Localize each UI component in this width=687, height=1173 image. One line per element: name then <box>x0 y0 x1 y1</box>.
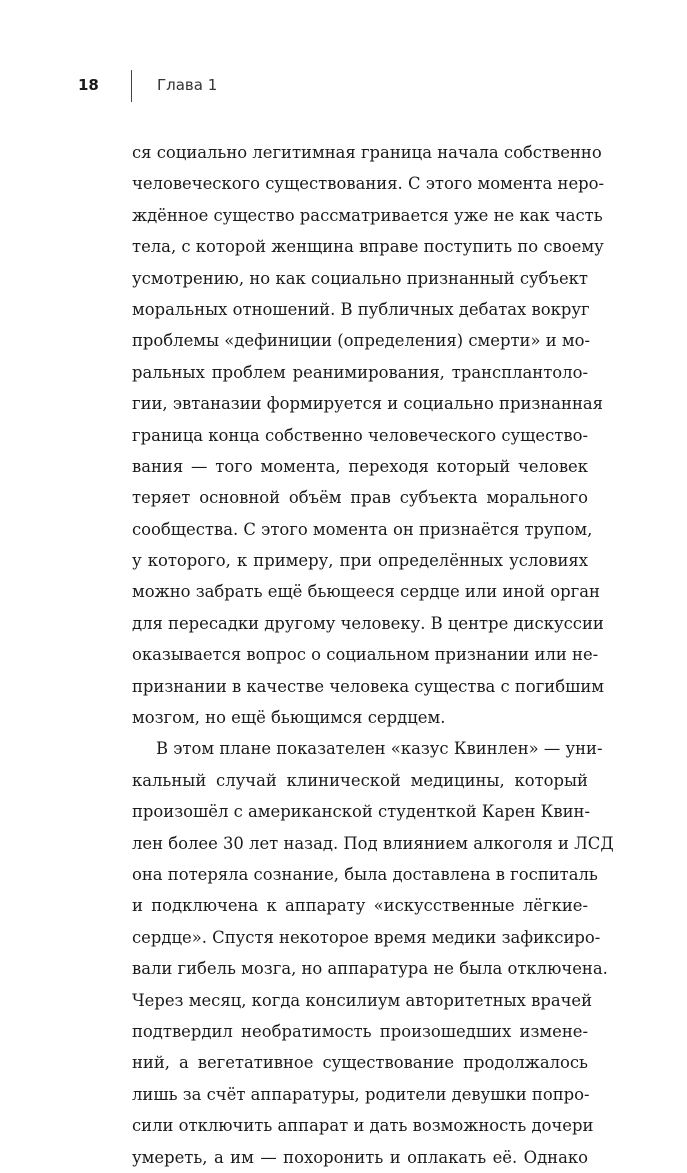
text-line: подтвердил необратимость произошедших измене- <box>132 1021 588 1041</box>
text-line: умереть, а им — похоронить и оплакать её. Однако <box>132 1147 588 1167</box>
text-line: ний, а вегетативное существование продолжалось <box>132 1053 588 1073</box>
page-number: 18 <box>78 76 99 94</box>
text-line: и подключена к аппарату «искусственные лёгкие- <box>132 896 588 916</box>
paragraph <box>132 733 614 1172</box>
text-line: кальный случай клинической медицины, который <box>132 770 588 790</box>
text-line: вали гибель мозга, но аппаратура не была отключена. <box>132 959 608 979</box>
text-line: моральных отношений. В публичных дебатах вокруг <box>132 299 590 319</box>
text-line: Через месяц, когда консилиум авторитетных врачей <box>132 990 593 1010</box>
text-line: лен более 30 лет назад. Под влиянием алкоголя и ЛСД <box>132 833 614 853</box>
paragraph <box>132 137 605 733</box>
text-line: ральных проблем реанимирования, трансплантоло- <box>132 362 588 382</box>
text-line: лишь за счёт аппаратуры, родители девушки попро- <box>132 1084 590 1104</box>
text-line: признании в качестве человека существа с погибшим <box>132 676 604 696</box>
text-line: гии, эвтаназии формируется и социально признанная <box>132 394 603 414</box>
text-line: произошёл с американской студенткой Карен Квин- <box>132 802 590 822</box>
text-line: сообщества. С этого момента он признаётся трупом, <box>132 519 593 539</box>
text-line: сердце». Спустя некоторое время медики зафиксиро- <box>132 927 601 947</box>
text-line: мозгом, но ещё бьющимся сердцем. <box>132 708 446 728</box>
text-line: теряет основной объём прав субъекта морального <box>132 488 588 508</box>
text-line: для пересадки другому человеку. В центре дискуссии <box>132 613 604 633</box>
chapter-title: Глава 1 <box>157 76 218 94</box>
running-header <box>0 0 687 110</box>
text-line: сили отключить аппарат и дать возможность дочери <box>132 1116 594 1136</box>
text-line: тела, с которой женщина вправе поступить по своему <box>132 237 604 257</box>
header-divider <box>131 70 132 102</box>
text-line: проблемы «дефиниции (определения) смерти» и мо- <box>132 331 591 351</box>
text-line: ждённое существо рассматривается уже не как часть <box>132 205 603 225</box>
text-line: В этом плане показателен «казус Квинлен» — уни- <box>156 739 603 759</box>
text-line: вания — того момента, переходя который человек <box>132 456 588 476</box>
text-line: человеческого существования. С этого момента неро- <box>132 174 605 194</box>
text-line: оказывается вопрос о социальном признании или не- <box>132 645 599 665</box>
text-line: усмотрению, но как социально признанный субъект <box>132 268 588 288</box>
body-text <box>132 137 614 1173</box>
text-line: ся социально легитимная граница начала собственно <box>132 143 602 162</box>
text-line: граница конца собственно человеческого существо- <box>132 425 588 445</box>
text-line: она потеряла сознание, была доставлена в госпиталь <box>132 864 598 884</box>
text-line: у которого, к примеру, при определённых условиях <box>132 551 588 571</box>
text-line: можно забрать ещё бьющееся сердце или иной орган <box>132 582 600 602</box>
